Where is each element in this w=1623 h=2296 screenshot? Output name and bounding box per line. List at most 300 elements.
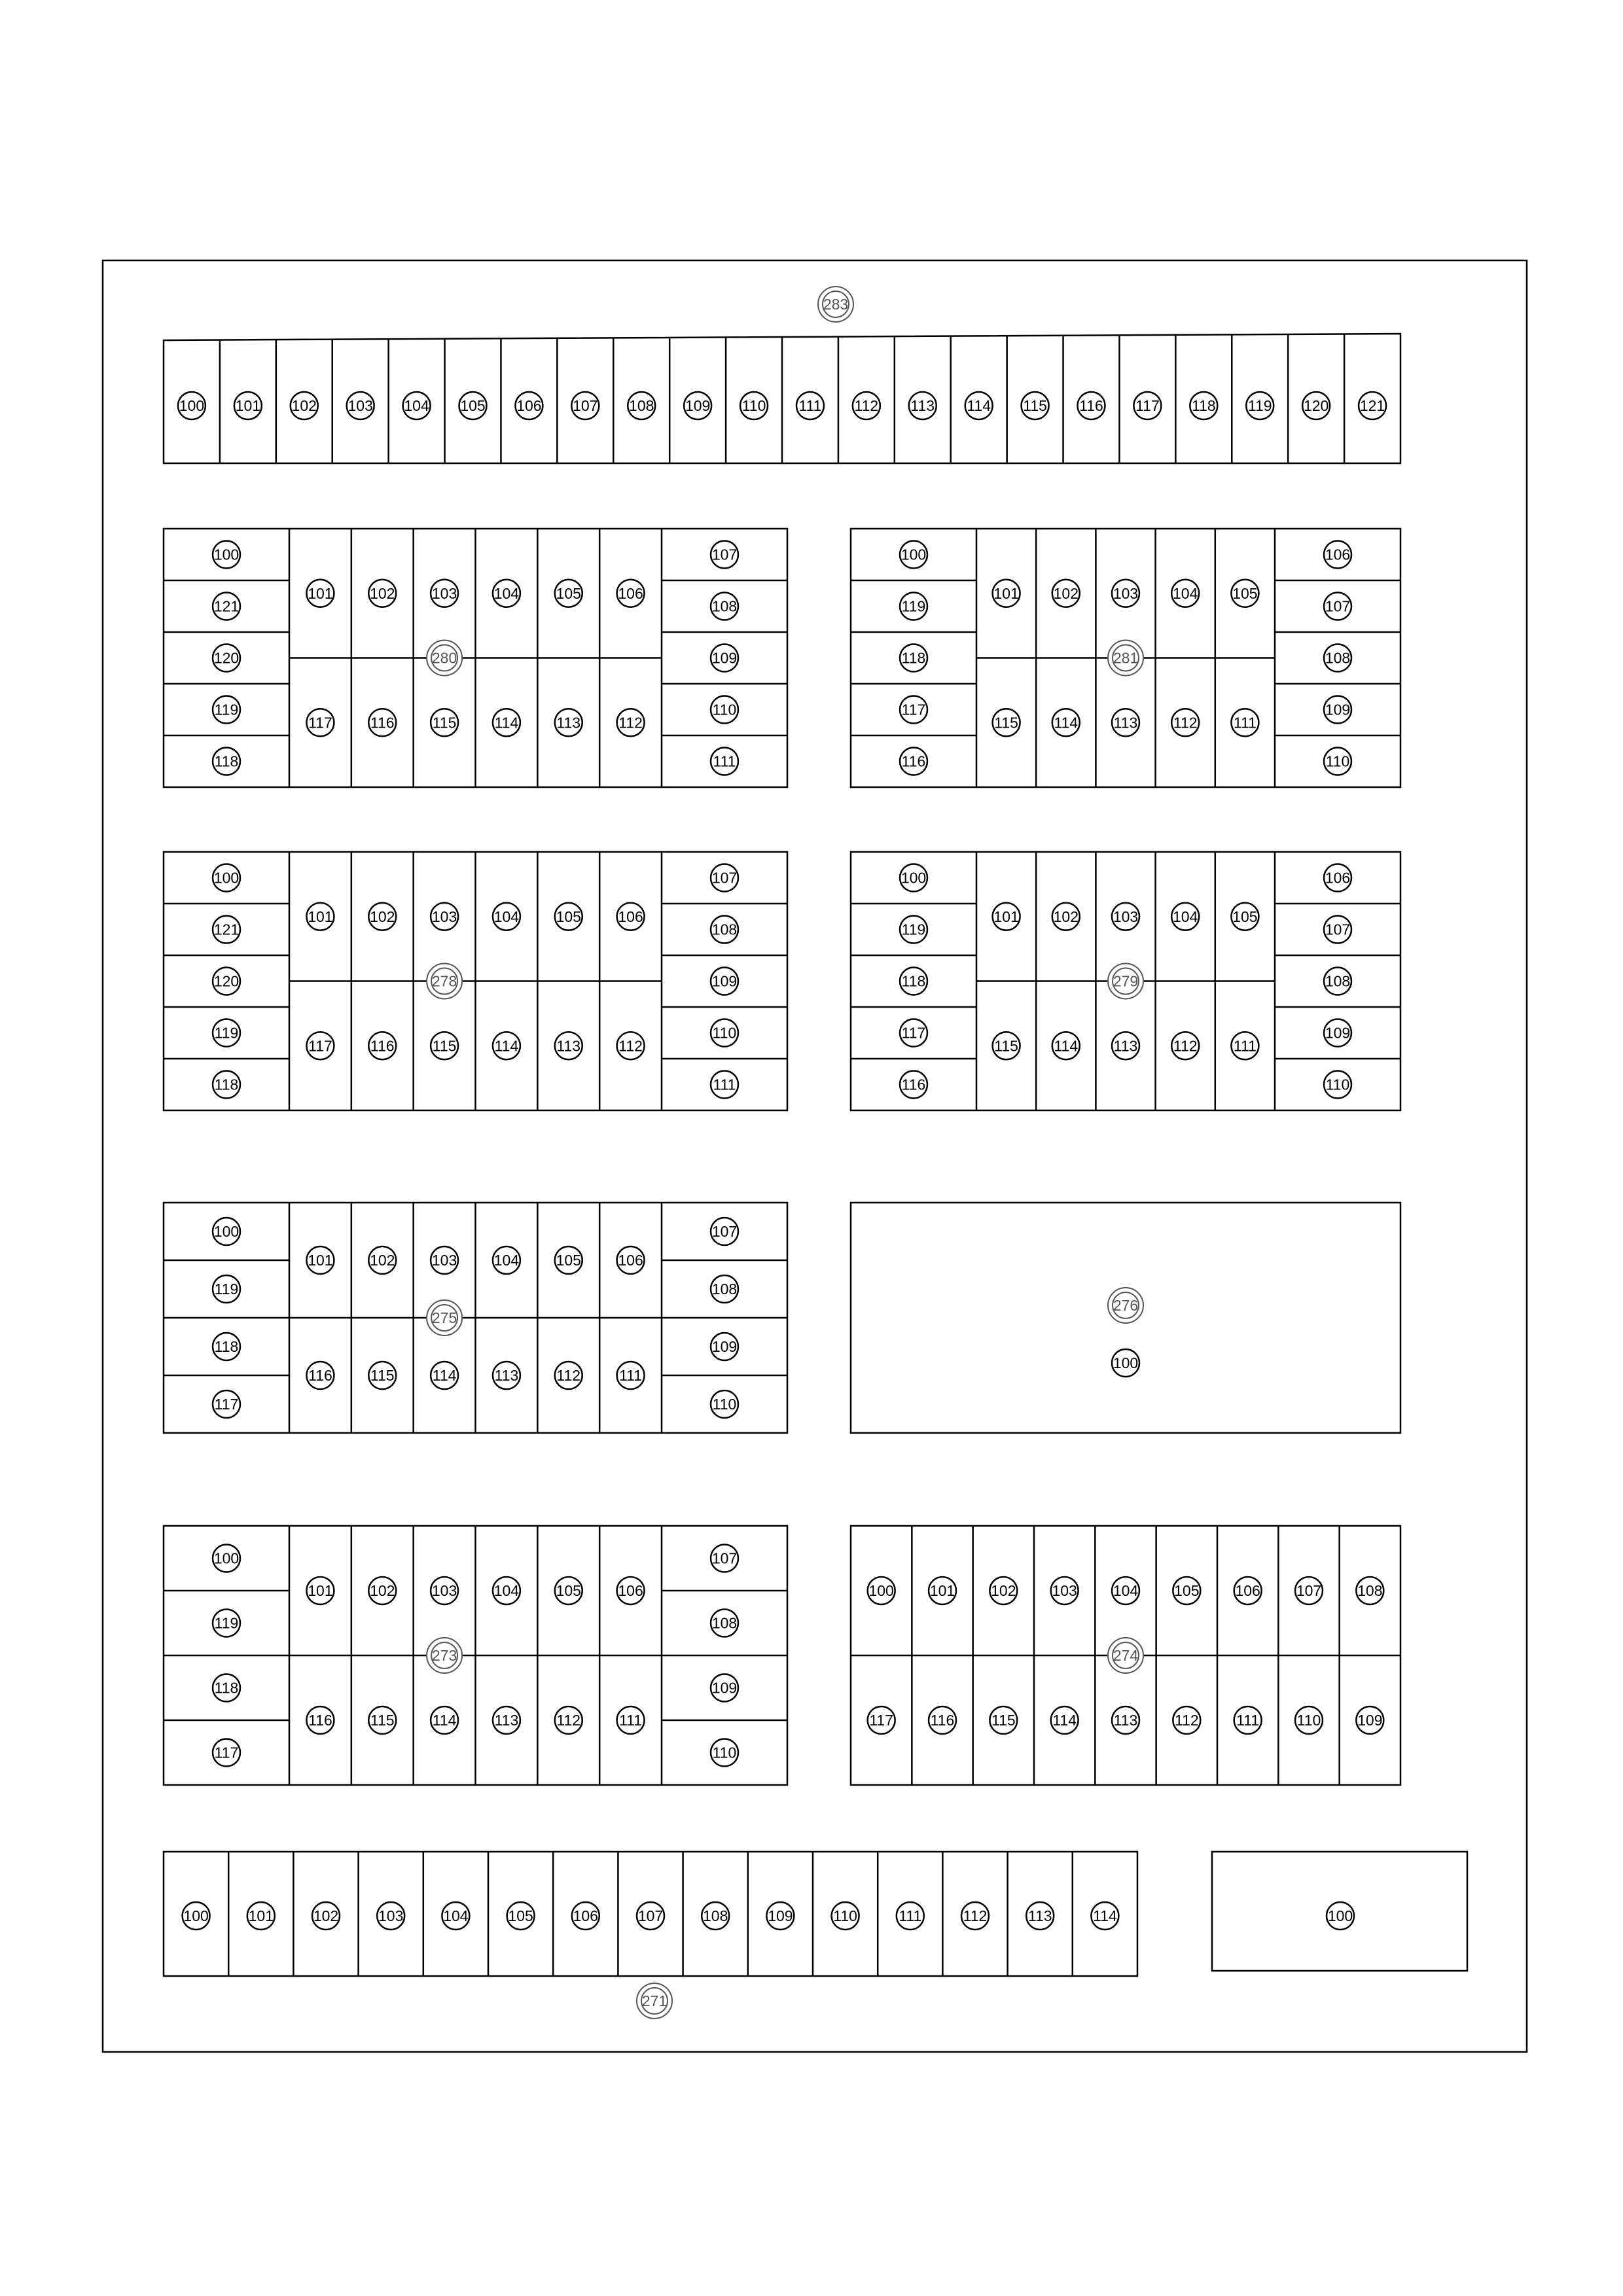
lot-number-marker[interactable]: [1173, 1706, 1200, 1734]
lot-number-label: 101: [308, 1582, 333, 1599]
lot-number-marker[interactable]: [897, 1902, 924, 1930]
lot-number-marker[interactable]: [1078, 392, 1105, 419]
lot-number-marker[interactable]: [459, 392, 487, 419]
block-number-label: 281: [1113, 649, 1139, 667]
lot-number-marker[interactable]: [740, 392, 768, 419]
lot-number-label: 109: [711, 1338, 738, 1355]
lot-number-marker[interactable]: [711, 1019, 738, 1047]
lot-number-label: 112: [618, 714, 643, 732]
lot-number-marker[interactable]: [900, 916, 927, 944]
lot-number-marker[interactable]: [711, 645, 738, 672]
lot-number-label: 112: [963, 1907, 988, 1924]
lot-number-marker[interactable]: [1231, 903, 1258, 930]
lot-number-label: 118: [214, 1076, 239, 1093]
lot-number-marker[interactable]: [431, 1246, 458, 1274]
lot-number-label: 119: [214, 1614, 239, 1632]
lot-number-marker[interactable]: [900, 864, 927, 892]
lot-number-label: 117: [1135, 397, 1160, 414]
lot-number-marker[interactable]: [1171, 580, 1199, 607]
lot-number-marker[interactable]: [965, 392, 993, 419]
lot-number-marker[interactable]: [1231, 709, 1258, 736]
lot-number-marker[interactable]: [1324, 645, 1351, 672]
lot-number-label: 119: [901, 597, 926, 615]
lot-number-marker[interactable]: [832, 1902, 859, 1930]
lot-number-marker[interactable]: [213, 1610, 240, 1637]
lot-number-marker[interactable]: [431, 1032, 458, 1059]
lot-number-marker[interactable]: [368, 1577, 396, 1604]
lot-number-marker[interactable]: [1356, 1577, 1383, 1604]
lot-number-marker[interactable]: [993, 709, 1020, 736]
lot-number-marker[interactable]: [1112, 709, 1139, 736]
lot-number-marker[interactable]: [306, 1577, 334, 1604]
block-number-marker[interactable]: [427, 1638, 462, 1673]
lot-number-label: 100: [901, 869, 927, 887]
lot-number-marker[interactable]: [213, 1545, 240, 1572]
lot-number-label: 108: [1325, 649, 1351, 667]
lot-number-marker[interactable]: [1295, 1706, 1323, 1734]
lot-number-marker[interactable]: [711, 968, 738, 995]
lot-number-label: 111: [1233, 1037, 1257, 1055]
lot-number-marker[interactable]: [213, 916, 240, 944]
lot-number-marker[interactable]: [711, 1674, 738, 1702]
lot-number-marker[interactable]: [555, 580, 582, 607]
lot-number-marker[interactable]: [306, 1246, 334, 1274]
lot-number-label: 103: [378, 1907, 404, 1924]
lot-number-marker[interactable]: [617, 580, 645, 607]
lot-number-marker[interactable]: [234, 392, 262, 419]
lot-number-marker[interactable]: [572, 1902, 599, 1930]
lot-number-marker[interactable]: [929, 1706, 956, 1734]
lot-number-marker[interactable]: [1302, 392, 1330, 419]
lot-number-label: 105: [556, 1582, 581, 1599]
lot-number-marker[interactable]: [1171, 1032, 1199, 1059]
lot-number-marker[interactable]: [628, 392, 655, 419]
lot-number-label: 108: [629, 397, 654, 414]
lot-number-label: 112: [1173, 714, 1198, 732]
lot-number-label: 104: [493, 1252, 520, 1269]
lot-number-label: 104: [443, 1907, 469, 1924]
lot-number-marker[interactable]: [711, 696, 738, 724]
block-number-marker[interactable]: [427, 641, 462, 676]
lot-number-label: 106: [1325, 546, 1351, 563]
lot-number-label: 102: [370, 1252, 395, 1269]
lot-number-label: 100: [213, 1549, 240, 1567]
lot-number-marker[interactable]: [900, 645, 927, 672]
lot-number-marker[interactable]: [312, 1902, 340, 1930]
lot-number-marker[interactable]: [403, 392, 431, 419]
block-number-label: 283: [823, 296, 849, 313]
lot-number-marker[interactable]: [368, 1246, 396, 1274]
lot-number-label: 114: [1054, 714, 1079, 732]
lot-number-label: 100: [1327, 1907, 1353, 1924]
lot-number-marker[interactable]: [213, 593, 240, 620]
lot-number-label: 111: [1233, 714, 1257, 732]
lot-number-marker[interactable]: [493, 580, 520, 607]
lot-number-marker[interactable]: [493, 1032, 520, 1059]
lot-number-marker[interactable]: [213, 1218, 240, 1245]
lot-number-marker[interactable]: [431, 580, 458, 607]
lot-number-label: 101: [929, 1582, 955, 1599]
lot-number-label: 107: [711, 546, 738, 563]
lot-number-marker[interactable]: [1026, 1902, 1054, 1930]
lot-number-label: 107: [1325, 597, 1351, 615]
lot-number-marker[interactable]: [431, 1577, 458, 1604]
lot-number-marker[interactable]: [1324, 916, 1351, 944]
lot-number-label: 117: [308, 1037, 332, 1055]
lot-number-marker[interactable]: [1052, 709, 1080, 736]
lot-number-marker[interactable]: [1112, 1349, 1139, 1377]
lot-number-marker[interactable]: [368, 1362, 396, 1389]
lot-number-label: 116: [1079, 397, 1103, 414]
lot-number-marker[interactable]: [431, 1706, 458, 1734]
lot-number-marker[interactable]: [1231, 1032, 1258, 1059]
lot-number-marker[interactable]: [1324, 748, 1351, 775]
lot-number-marker[interactable]: [990, 1577, 1017, 1604]
lot-number-marker[interactable]: [711, 748, 738, 775]
lot-number-label: 103: [431, 1252, 457, 1269]
lot-number-marker[interactable]: [1359, 392, 1386, 419]
lot-number-label: 111: [619, 1367, 643, 1384]
lot-number-marker[interactable]: [183, 1902, 210, 1930]
lot-number-label: 100: [213, 546, 240, 563]
block-number-marker[interactable]: [1108, 641, 1143, 676]
lot-number-marker[interactable]: [711, 1333, 738, 1360]
lot-number-label: 115: [432, 714, 457, 732]
lot-number-label: 104: [1113, 1582, 1139, 1599]
lot-number-marker[interactable]: [368, 1032, 396, 1059]
lot-number-marker[interactable]: [900, 593, 927, 620]
lot-number-label: 101: [308, 1252, 333, 1269]
lot-number-marker[interactable]: [1324, 864, 1351, 892]
lot-number-marker[interactable]: [247, 1902, 275, 1930]
lot-number-marker[interactable]: [1324, 968, 1351, 995]
lot-number-marker[interactable]: [1091, 1902, 1118, 1930]
lot-number-marker[interactable]: [1171, 903, 1199, 930]
lot-number-marker[interactable]: [213, 1071, 240, 1099]
lot-number-label: 114: [967, 397, 991, 414]
lot-number-marker[interactable]: [1190, 392, 1217, 419]
block-number-label: 276: [1113, 1297, 1139, 1314]
lot-number-marker[interactable]: [306, 1706, 334, 1734]
block-number-marker[interactable]: [427, 964, 462, 999]
lot-number-label: 103: [348, 397, 373, 414]
lot-number-marker[interactable]: [1112, 903, 1139, 930]
lot-number-marker[interactable]: [1052, 1032, 1080, 1059]
lot-number-marker[interactable]: [347, 392, 374, 419]
lot-number-marker[interactable]: [555, 903, 582, 930]
block-number-marker[interactable]: [1108, 1638, 1143, 1673]
lot-number-label: 115: [994, 1037, 1018, 1055]
lot-number-label: 105: [1174, 1582, 1200, 1599]
lot-number-marker[interactable]: [178, 392, 205, 419]
lot-number-label: 114: [494, 714, 519, 732]
lot-number-marker[interactable]: [493, 1577, 520, 1604]
lot-number-marker[interactable]: [900, 1071, 927, 1099]
lot-number-label: 109: [1325, 701, 1351, 718]
block-281: [851, 529, 1400, 787]
lot-number-marker[interactable]: [766, 1902, 794, 1930]
lot-number-label: 103: [1113, 584, 1139, 602]
lot-number-marker[interactable]: [213, 748, 240, 775]
block-280: [164, 529, 787, 787]
lot-number-marker[interactable]: [1112, 1032, 1139, 1059]
block-274: [851, 1526, 1400, 1785]
lot-number-marker[interactable]: [711, 593, 738, 620]
lot-number-marker[interactable]: [617, 1362, 645, 1389]
lot-number-marker[interactable]: [1234, 1706, 1262, 1734]
lot-number-marker[interactable]: [796, 392, 824, 419]
lot-number-marker[interactable]: [515, 392, 543, 419]
lot-number-marker[interactable]: [1112, 1577, 1139, 1604]
lot-number-marker[interactable]: [684, 392, 711, 419]
lot-number-marker[interactable]: [555, 1577, 582, 1604]
block-number-marker[interactable]: [1108, 964, 1143, 999]
lot-number-marker[interactable]: [555, 1246, 582, 1274]
lot-number-label: 103: [1052, 1582, 1077, 1599]
lot-number-marker[interactable]: [637, 1902, 664, 1930]
lot-number-marker[interactable]: [368, 903, 396, 930]
lot-number-marker[interactable]: [617, 709, 645, 736]
lot-number-marker[interactable]: [213, 696, 240, 724]
lot-number-label: 112: [556, 1712, 581, 1729]
lot-number-marker[interactable]: [493, 709, 520, 736]
lot-number-marker[interactable]: [431, 903, 458, 930]
block-271: [164, 1852, 1137, 2019]
lot-number-marker[interactable]: [1112, 1706, 1139, 1734]
lot-number-marker[interactable]: [1327, 1902, 1354, 1930]
lot-number-marker[interactable]: [617, 1032, 645, 1059]
lot-number-marker[interactable]: [711, 1390, 738, 1418]
lot-number-marker[interactable]: [493, 1246, 520, 1274]
lot-number-marker[interactable]: [1112, 580, 1139, 607]
lot-number-marker[interactable]: [213, 1390, 240, 1418]
lot-number-marker[interactable]: [1324, 541, 1351, 569]
lot-number-marker[interactable]: [1173, 1577, 1200, 1604]
lot-number-marker[interactable]: [493, 1706, 520, 1734]
lot-number-label: 104: [1173, 584, 1198, 602]
lot-number-marker[interactable]: [711, 1275, 738, 1303]
lot-number-marker[interactable]: [213, 968, 240, 995]
lot-number-marker[interactable]: [1324, 696, 1351, 724]
lot-number-marker[interactable]: [711, 541, 738, 569]
lot-number-marker[interactable]: [213, 645, 240, 672]
lot-number-marker[interactable]: [1246, 392, 1274, 419]
lot-number-label: 106: [573, 1907, 598, 1924]
lot-number-marker[interactable]: [555, 1706, 582, 1734]
lot-number-marker[interactable]: [900, 1019, 927, 1047]
lot-number-label: 100: [179, 397, 205, 414]
lot-number-label: 118: [214, 1338, 239, 1355]
block-single-lot: [1212, 1852, 1467, 1971]
lot-number-marker[interactable]: [493, 903, 520, 930]
lot-number-label: 118: [901, 649, 926, 667]
lot-number-marker[interactable]: [1051, 1577, 1079, 1604]
lot-number-marker[interactable]: [900, 968, 927, 995]
lot-number-marker[interactable]: [493, 1362, 520, 1389]
lot-number-marker[interactable]: [900, 541, 927, 569]
block-number-label: 275: [431, 1309, 457, 1326]
lot-number-label: 112: [556, 1367, 581, 1384]
lot-number-label: 107: [711, 1223, 738, 1240]
lot-number-marker[interactable]: [555, 1362, 582, 1389]
lot-number-marker[interactable]: [213, 864, 240, 892]
lot-number-label: 102: [291, 397, 317, 414]
lot-number-marker[interactable]: [306, 903, 334, 930]
lot-number-marker[interactable]: [868, 1706, 895, 1734]
lot-number-marker[interactable]: [1171, 709, 1199, 736]
lot-number-marker[interactable]: [1231, 580, 1258, 607]
lot-number-marker[interactable]: [306, 1362, 334, 1389]
lot-number-marker[interactable]: [377, 1902, 404, 1930]
lot-number-marker[interactable]: [213, 1674, 240, 1702]
lot-number-label: 121: [213, 921, 240, 938]
lot-number-marker[interactable]: [617, 903, 645, 930]
lot-number-marker[interactable]: [711, 1218, 738, 1245]
lot-number-label: 110: [741, 397, 766, 414]
block-number-marker[interactable]: [818, 287, 853, 322]
lot-number-marker[interactable]: [507, 1902, 535, 1930]
lot-number-label: 118: [214, 1679, 239, 1697]
lot-number-marker[interactable]: [900, 696, 927, 724]
lot-number-marker[interactable]: [213, 1333, 240, 1360]
lot-number-label: 121: [1359, 397, 1385, 414]
block-number-marker[interactable]: [427, 1300, 462, 1335]
lot-number-label: 102: [370, 908, 395, 925]
lot-number-marker[interactable]: [1295, 1577, 1323, 1604]
lot-number-marker[interactable]: [368, 580, 396, 607]
lot-number-marker[interactable]: [929, 1577, 956, 1604]
lot-number-label: 118: [214, 752, 239, 770]
block-number-marker[interactable]: [1108, 1288, 1143, 1323]
lot-number-label: 111: [713, 752, 736, 770]
lot-number-marker[interactable]: [1324, 1071, 1351, 1099]
lot-number-marker[interactable]: [1051, 1706, 1079, 1734]
lot-number-label: 108: [711, 1614, 738, 1632]
lot-number-marker[interactable]: [702, 1902, 729, 1930]
lot-number-label: 101: [993, 584, 1019, 602]
lot-number-label: 112: [618, 1037, 643, 1055]
lot-number-marker[interactable]: [993, 903, 1020, 930]
lot-number-label: 104: [1173, 908, 1198, 925]
lot-number-marker[interactable]: [213, 1275, 240, 1303]
lot-number-label: 102: [370, 1582, 395, 1599]
lot-number-label: 110: [712, 1744, 737, 1761]
lot-number-marker[interactable]: [617, 1706, 645, 1734]
lot-number-marker[interactable]: [711, 1610, 738, 1637]
lot-number-label: 120: [213, 972, 240, 990]
lot-number-label: 120: [213, 649, 240, 667]
lot-number-label: 107: [1325, 921, 1351, 938]
lot-number-label: 114: [432, 1367, 457, 1384]
lot-number-label: 101: [993, 908, 1019, 925]
lot-number-label: 119: [214, 701, 239, 718]
lot-number-label: 116: [901, 752, 926, 770]
lot-number-marker[interactable]: [555, 709, 582, 736]
lot-number-label: 111: [619, 1712, 643, 1729]
lot-number-marker[interactable]: [368, 1706, 396, 1734]
lot-number-marker[interactable]: [306, 580, 334, 607]
lot-number-label: 101: [235, 397, 261, 414]
lot-number-marker[interactable]: [900, 748, 927, 775]
lot-number-marker[interactable]: [306, 1032, 334, 1059]
lot-number-label: 106: [516, 397, 542, 414]
lot-number-marker[interactable]: [1324, 593, 1351, 620]
block-number-marker[interactable]: [637, 1983, 672, 2019]
lot-number-label: 109: [711, 972, 738, 990]
lot-number-marker[interactable]: [993, 1032, 1020, 1059]
lot-number-marker[interactable]: [868, 1577, 895, 1604]
lot-number-label: 107: [711, 1549, 738, 1567]
lot-number-label: 115: [991, 1712, 1016, 1729]
lot-number-marker[interactable]: [1356, 1706, 1383, 1734]
lot-number-label: 109: [711, 1679, 738, 1697]
block-279: [851, 852, 1400, 1110]
lot-number-marker[interactable]: [431, 1362, 458, 1389]
lot-number-marker[interactable]: [1052, 903, 1080, 930]
lot-number-label: 102: [370, 584, 395, 602]
lot-number-marker[interactable]: [617, 1577, 645, 1604]
lot-number-marker[interactable]: [306, 709, 334, 736]
lot-number-marker[interactable]: [711, 864, 738, 892]
lot-number-marker[interactable]: [711, 1739, 738, 1767]
lot-number-marker[interactable]: [711, 1545, 738, 1572]
lot-number-label: 115: [1023, 397, 1047, 414]
lot-number-label: 118: [1191, 397, 1216, 414]
block-number-label: 273: [431, 1647, 457, 1664]
lot-number-label: 114: [432, 1712, 457, 1729]
lot-number-label: 101: [308, 584, 333, 602]
lot-number-label: 103: [431, 584, 457, 602]
lot-number-label: 111: [713, 1076, 736, 1093]
lot-number-marker[interactable]: [213, 1739, 240, 1767]
lot-number-marker[interactable]: [711, 1071, 738, 1099]
lot-number-marker[interactable]: [961, 1902, 989, 1930]
lot-number-marker[interactable]: [993, 580, 1020, 607]
lot-number-marker[interactable]: [442, 1902, 469, 1930]
lot-number-marker[interactable]: [555, 1032, 582, 1059]
lot-number-label: 114: [494, 1037, 519, 1055]
block-number-label: 280: [431, 649, 457, 667]
lot-number-label: 117: [869, 1712, 894, 1729]
lot-number-marker[interactable]: [1234, 1577, 1262, 1604]
lot-number-label: 109: [768, 1907, 793, 1924]
lot-number-marker[interactable]: [990, 1706, 1017, 1734]
lot-number-marker[interactable]: [1133, 392, 1161, 419]
lot-number-marker[interactable]: [909, 392, 936, 419]
lot-number-marker[interactable]: [571, 392, 599, 419]
lot-number-marker[interactable]: [291, 392, 318, 419]
lot-number-marker[interactable]: [431, 709, 458, 736]
lot-number-marker[interactable]: [1324, 1019, 1351, 1047]
lot-number-marker[interactable]: [368, 709, 396, 736]
lot-number-label: 115: [370, 1712, 395, 1729]
block-number-label: 271: [641, 1992, 668, 2009]
lot-number-marker[interactable]: [711, 916, 738, 944]
lot-number-label: 103: [431, 1582, 457, 1599]
lot-number-marker[interactable]: [853, 392, 880, 419]
lot-number-marker[interactable]: [213, 541, 240, 569]
lot-number-label: 109: [1325, 1024, 1351, 1042]
lot-number-label: 108: [703, 1907, 728, 1924]
lot-number-label: 114: [1052, 1712, 1077, 1729]
lot-number-label: 105: [556, 1252, 581, 1269]
lot-number-marker[interactable]: [1022, 392, 1049, 419]
lot-number-label: 106: [618, 584, 643, 602]
lot-number-marker[interactable]: [1052, 580, 1080, 607]
lot-number-marker[interactable]: [617, 1246, 645, 1274]
lot-number-marker[interactable]: [213, 1019, 240, 1047]
lot-number-label: 113: [1113, 1037, 1138, 1055]
